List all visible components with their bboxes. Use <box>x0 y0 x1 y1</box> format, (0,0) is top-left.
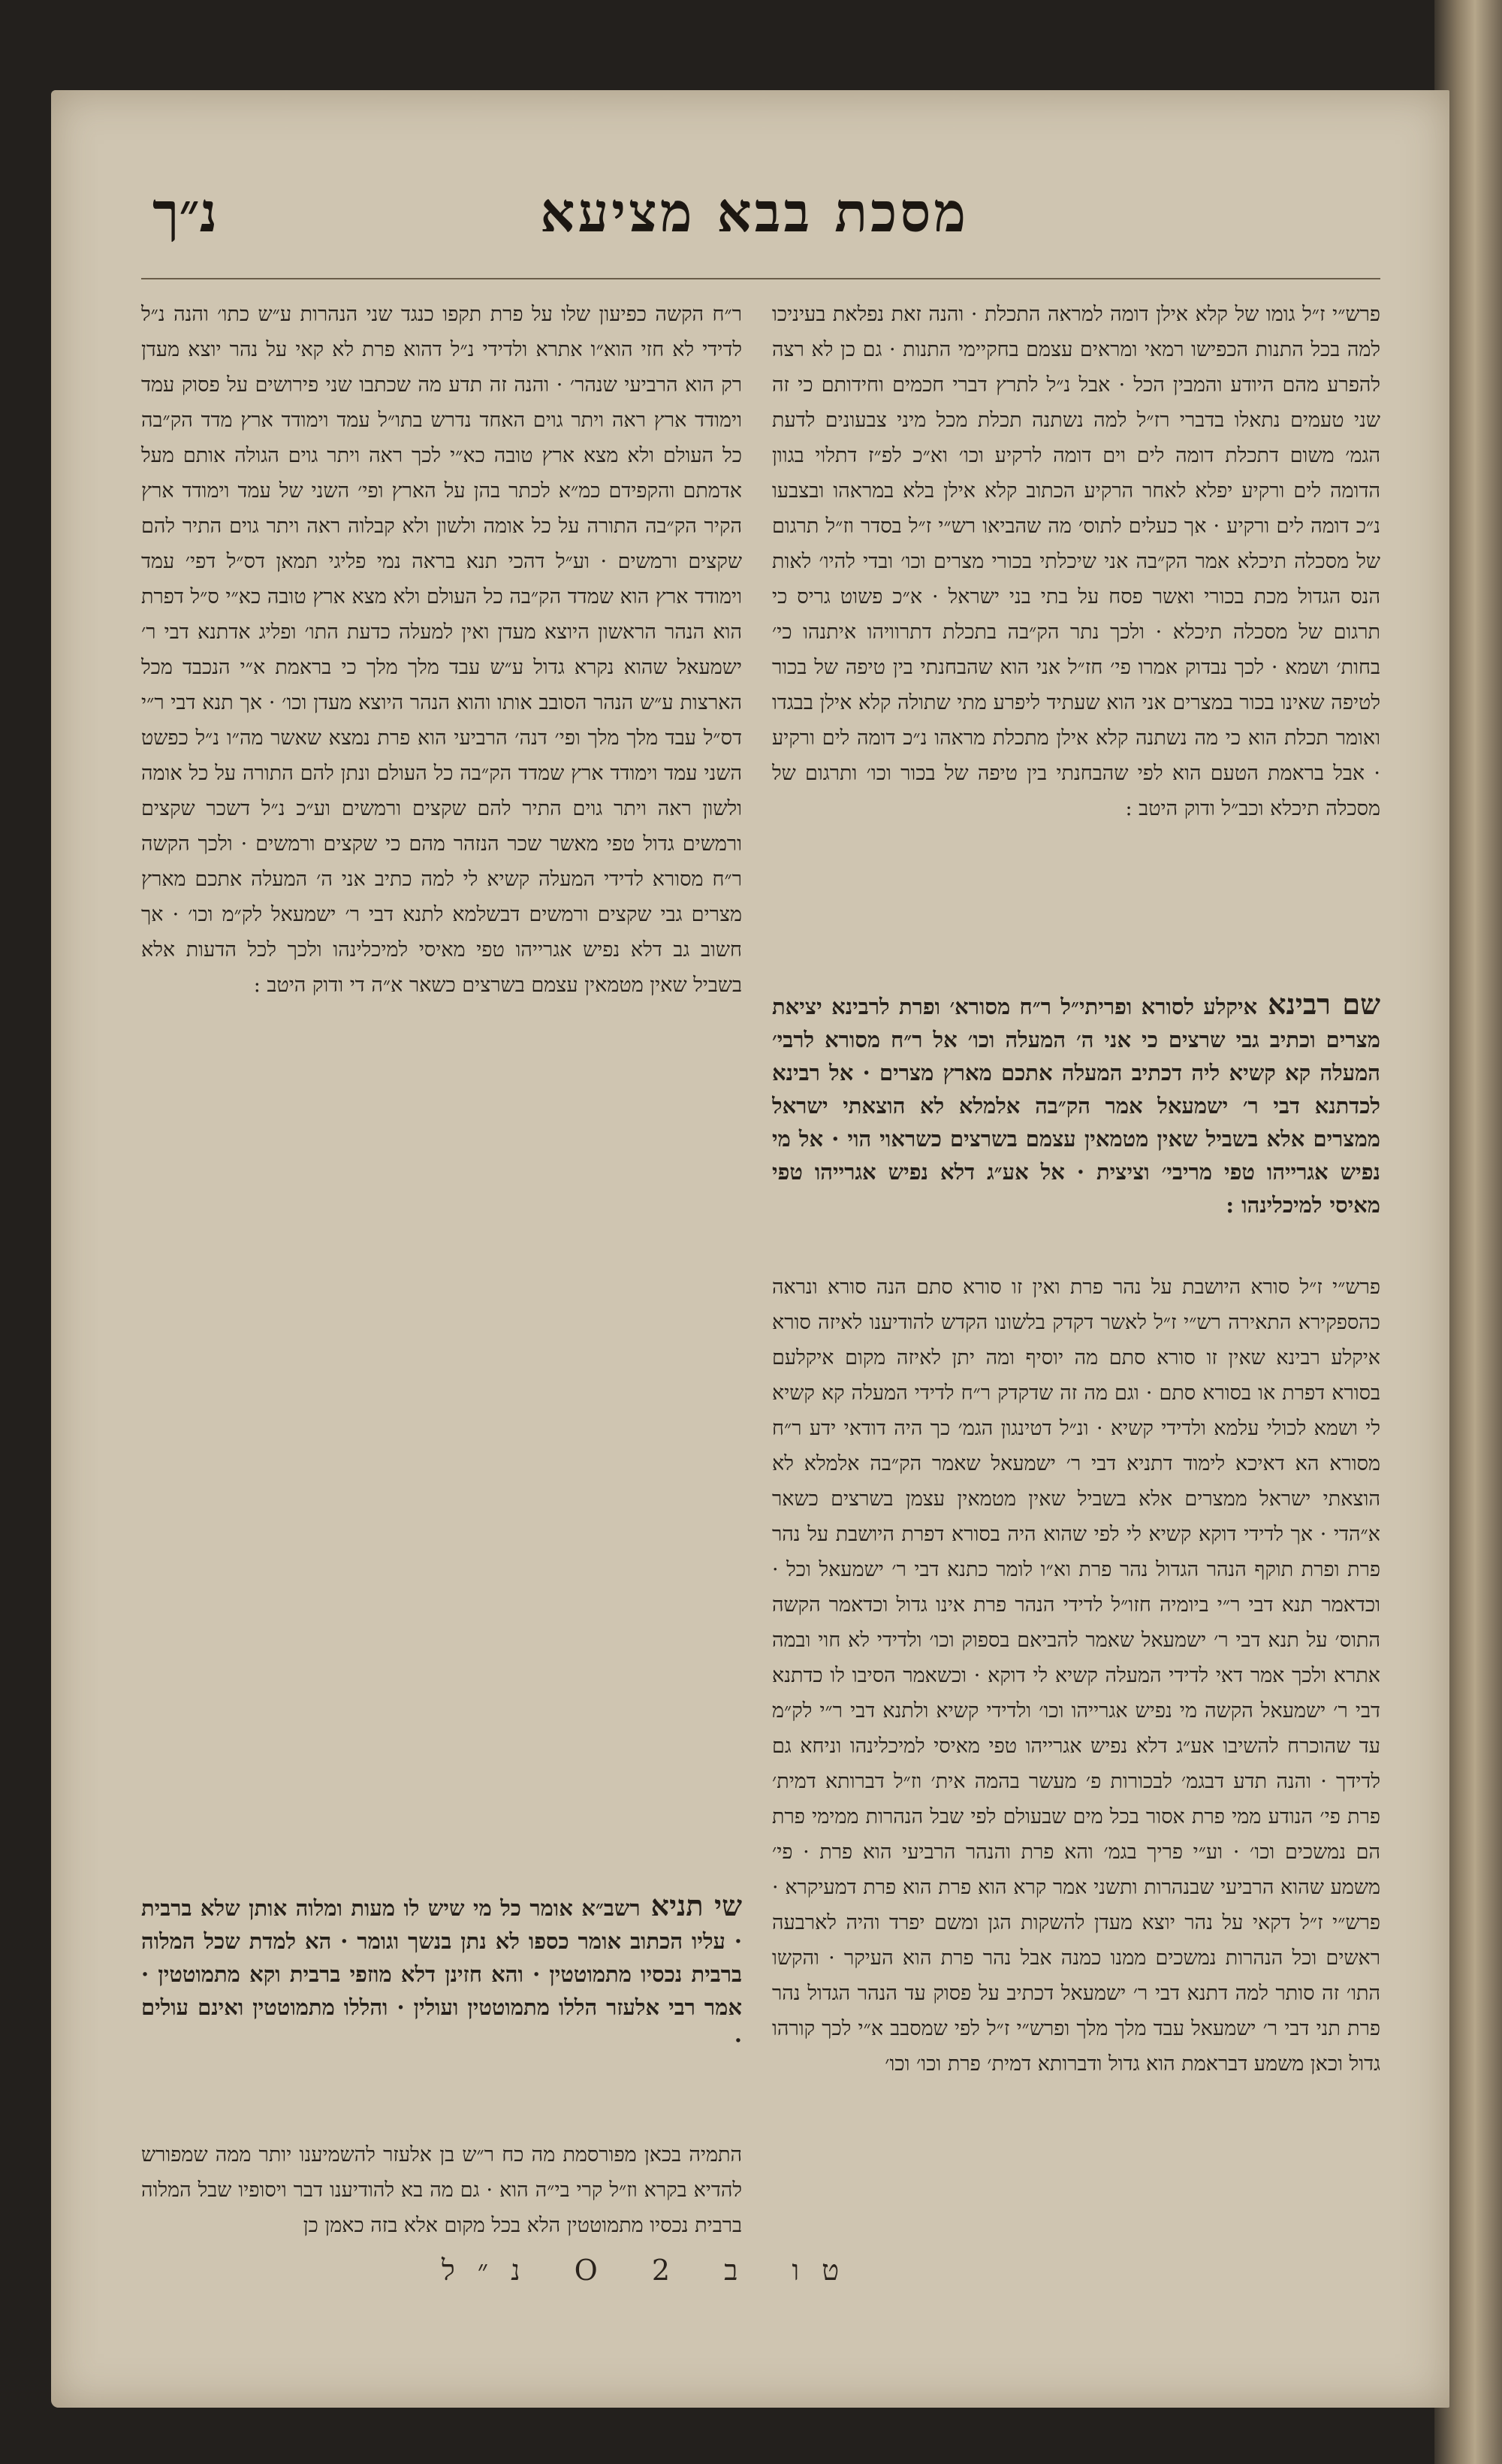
left-commentary-bottom: התמיה בכאן מפורסמת מה כח ר״ש בן אלעזר להשמיענו יותר ממה שמפורש להדיא בקרא וז״ל קרי בי״ה הוא · גם מה בא להודיענו דבר ויסופיו שבל המלוה ברבית נכסיו מתמוטטין הלא בכל מקום אלא בזה כאמן כן <box>141 2143 742 2237</box>
left-gemara-lead: שי תניא <box>650 1889 742 1922</box>
right-commentary-top: פרש״י ז״ל גומו של קלא אילן דומה למראה התכלת · והנה זאת נפלאת בעיניכו למה בכל התנות הכפישו רמאי ומראים עצמם בחקיימי התנות · גם כן לא רצה להפרע מהם היודע והמבין הכל · אבל נ״ל לתרץ דברי חכמים וחידותם כי זה שני טעמים נתאלו בדברי רז״ל למה נשתנה תכלת מכל מיני צבעונים לדעת הגמ׳ משום דתכלת דומה לים וים דומה לרקיע וכו׳ וא״כ לפ״ז דתלוי בגוון הדומה לים ורקיע יפלא לאחר הרקיע הכתוב קלא אילן בלא במראהו ובצבעו נ״כ דומה לים ורקיע · אך כעלים לתוס׳ מה שהביאו רש״י ז״ל בסדר וז״ל תרגום של מסכלה תיכלא אמר הק״בה אני שיכלתי בכורי מצרים וכו׳ ובדי להיו׳ לאות הנס הגדול מכת בכורי ואשר פסח על בתי בני ישראל · א״כ פשוט גריס כי תרגום של מסכלה תיכלא · ולכך נתר הק״בה בתכלת דתרוויהו איתנהו כי׳ בחות׳ ושמא · לכך נבדוק אמרו פי׳ חז״ל אני הוא שהבחנתי בין טיפה של בכור לטיפה שאינו בכור במצרים אני הוא שעתיד ליפרע מתי שתולה קלא אילן בבגדו ואומר תכלת הוא כי מה נשתנה קלא אילן מתכלת מראהו נ״כ דומה לים ורקיע · אבל בראמת הטעם הוא לפי שהבחנתי בין טיפה של בכור וכו׳ ותרגום של מסכלה תיכלא וכב״ל ודוק היטב : <box>772 303 1380 820</box>
right-commentary-bottom: פרש״י ז״ל סורא היושבת על נהר פרת ואין זו סורא סתם הנה סורא ונראה כהספקירא התאירה רש״י ז״ל לאשר דקדק בלשונו הקדש להודיענו לאיזה סורא איקלע רבינא שאין זו סורא סתם מה יוסיף ומה יתן לאיזה מקום איקלעם בסורא דפרת או בסורא סתם · וגם מה זה שדקדק ר״ח לדידי המעלה קא קשיא לי ושמא לכולי עלמא ולדידי קשיא · ונ״ל דטינגון הגמ׳ כך היה דודאי ידע ר״ח מסורא הא דאיכא לימוד דתניא דבי ר׳ ישמעאל שאמר הק״בה אלמלא לא הוצאתי ישראל ממצרים אלא בשביל שאין מטמאין עצמן בשרצים כשאר א״הדי · אך לדידי דוקא קשיא לי לפי שהוא היה בסורא דפרת היושבת על נהר פרת ופרת תוקף הנהר הגדול נהר פרת וא״ו לומר כתנא דבי ר׳ ישמעאל וכל · וכדאמר תנא דבי ר״י ביומיה חזו״ל לדידי הנהר פרת אינו גדול וכדאמר הקשה התוס׳ על תנא דבי ר׳ ישמעאל שאמר להביאם בספוק וכו׳ ולדידי לא חוי ובמה אתרא ולכך אמר דאי לדידי המעלה קשיא לי דוקא · וכשאמר הסיבו לו כדתנא דבי ר׳ ישמעאל הקשה מי נפיש אגרייהו וכו׳ ולדידי קשיא ולתנא דבי ר״י לק״מ עד שהוכרח להשיבו אע״ג דלא נפיש אגרייהו טפי מאיסי למיכלינהו וניחא גם לדידך · והנה תדע דבגמ׳ לבכורות פ׳ מעשר בהמה אית׳ וז״ל דברותא דמית׳ פרת פי׳ הנודע ממי פרת אסור בכל מים שבעולם לפי שבל הנהרות ממימי פרת הם נמשכים וכו׳ · וע״י פריך בגמ׳ והא פרת והנהר הרביעי הוא פרת · פי׳ משמע שהוא הרביעי שבנהרות ותשני אמר קרא הוא פרת הוא פרת דמעיקרא · פרש״י ז״ל דקאי על נהר יוצא מעדן להשקות הגן ומשם יפרד והיה לארבעה ראשים וכל הנהרות נמשכים ממנו כמנה אבל נהר פרת הוא העיקר · והקשו התו׳ זה סותר למה דתנא דבי ר׳ ישמעאל דכתיב על פסוק עד הנהר הגדול נהר פרת תני דבי ר׳ ישמעאל עבד מלך מלך ופרש״י ז״ל לפי שמסבב א״י לכך קורהו גדול וכאן משמע דבראמת הוא גדול ודברותא דמית׳ פרת וכו׳ וכו׳ <box>772 1276 1380 2076</box>
signature-mark: טו ב O 2 נ״ל <box>442 2254 862 2287</box>
right-gemara-text: איקלע לסורא ופריתי״ל ר״ח מסורא׳ ופרת לרבינא יציאת מצרים וכתיב גבי שרצים כי אני ה׳ המעלה וכו׳ אל ר״ח מסורא לרבי׳ המעלה קא קשיא ליה דכתיב המעלה אתכם מארץ מצרים · אל רבינא לכדתנא דבי ר׳ ישמעאל אמר הק״בה אלמלא לא הוצאתי ישראל ממצרים אלא בשביל שאין מטמאין עצמם בשרצים כשראוי הוי · אל מי נפיש אגרייהו טפי מריבי׳ וציצית · אל אע״ג דלא נפיש אגרייהו טפי מאיסי למיכלינהו : <box>772 994 1380 1218</box>
right-gemara <box>772 988 1380 1258</box>
right-gemara-lead: שם רבינא <box>1268 988 1380 1021</box>
page-title: מסכת בבא מציעא <box>540 180 969 244</box>
page-header <box>51 180 1449 278</box>
left-gemara-text: רשב״א אומר כל מי שיש לו מעות ומלוה אותן שלא ברבית · עליו הכתוב אומר כספו לא נתן בנשך וגומר · הא למדת שכל המלוה ברבית נכסיו מתמוטטין · והא חזינן דלא מוזפי ברבית וקא מתמוטטין · אמר רבי אלעזר הללו מתמוטטין ועולין · והללו מתמוטטין ואינם עולים · <box>141 1895 742 2053</box>
left-commentary-top: ר״ח הקשה כפיעון שלו על פרת תקפו כנגד שני הנהרות ע״ש כתו׳ והנה נ״ל לדידי לא חזי הוא״ו אתרא ולדידי נ״ל דהוא פרת לא קאי על נהר יוצא מעדן רק הוא הרביעי שנהר׳ · והנה זה תדע מה שכתבו שני פירושים על פסוק עמד וימודד ארץ ראה ויתר גוים האחד נדרש בתו״ל עמד וימודד ארץ מדד הק״בה כל העולם ולא מצא ארץ טובה כא״י לכך ראה ויתר גוים הגולה אותם מעל אדמתם והקפידם כמ״א לכתר בהן על הארץ ופי׳ השני של עמד וימודד ארץ הקיר הק״בה התורה על כל אומה ולשון ולא קבלוה ראה ויתר גוים התיר להם שקצים ורמשים · וע״ל דהכי תנא בראה נמי פליגי תמאן דס״ל דפי׳ עמד וימודד ארץ הוא שמדד הק״בה כל העולם ולא מצא ארץ טובה כא״י ס״ל דפרת הוא הנהר הראשון היוצא מעדן ואין למעלה כדעת התו׳ ופליג אדתנא דבי ר׳ ישמעאל שהוא נקרא גדול ע״ש עבד מלך מלך כי בראמת א״י הנכבד מכל הארצות ע״ש הנהר הסובב אותו והוא הנהר היוצא מעדן וכו׳ · אך תנא דבי ר״י דס״ל עבד מלך מלך ופי׳ דנה׳ הרביעי הוא פרת נמצא שאשר מה״ו נ״ל כפשט השני עמד וימודד ארץ שמדד הק״בה כל העולם ונתן להם התורה על כל אומה ולשון ראה ויתר גוים התיר להם שקצים ורמשים וע״כ נ״ל דשכר שקצים ורמשים גדול טפי מאשר שכר הנזהר מהם כי שקצים ורמשים · ולכך הקשה ר״ח מסורא לדידי המעלה קשיא לי למה כתיב אני ה׳ המעלה אתכם מארץ מצרים גבי שקצים ורמשים דבשלמא לתנא דבי ר׳ ישמעאל לק״מ וכו׳ · אך חשוב גב דלא נפיש אגרייהו טפי מאיסי למיכלינהו ולכך לכל הדעות אלא בשביל שאין מטמאין עצמם בשרצים כשאר א״ה די ודוק היטב : <box>141 303 742 997</box>
header-rule <box>141 278 1380 279</box>
manuscript-page <box>51 90 1449 2408</box>
left-gemara <box>141 1889 742 2126</box>
folio-number: נ״ך <box>152 180 218 244</box>
